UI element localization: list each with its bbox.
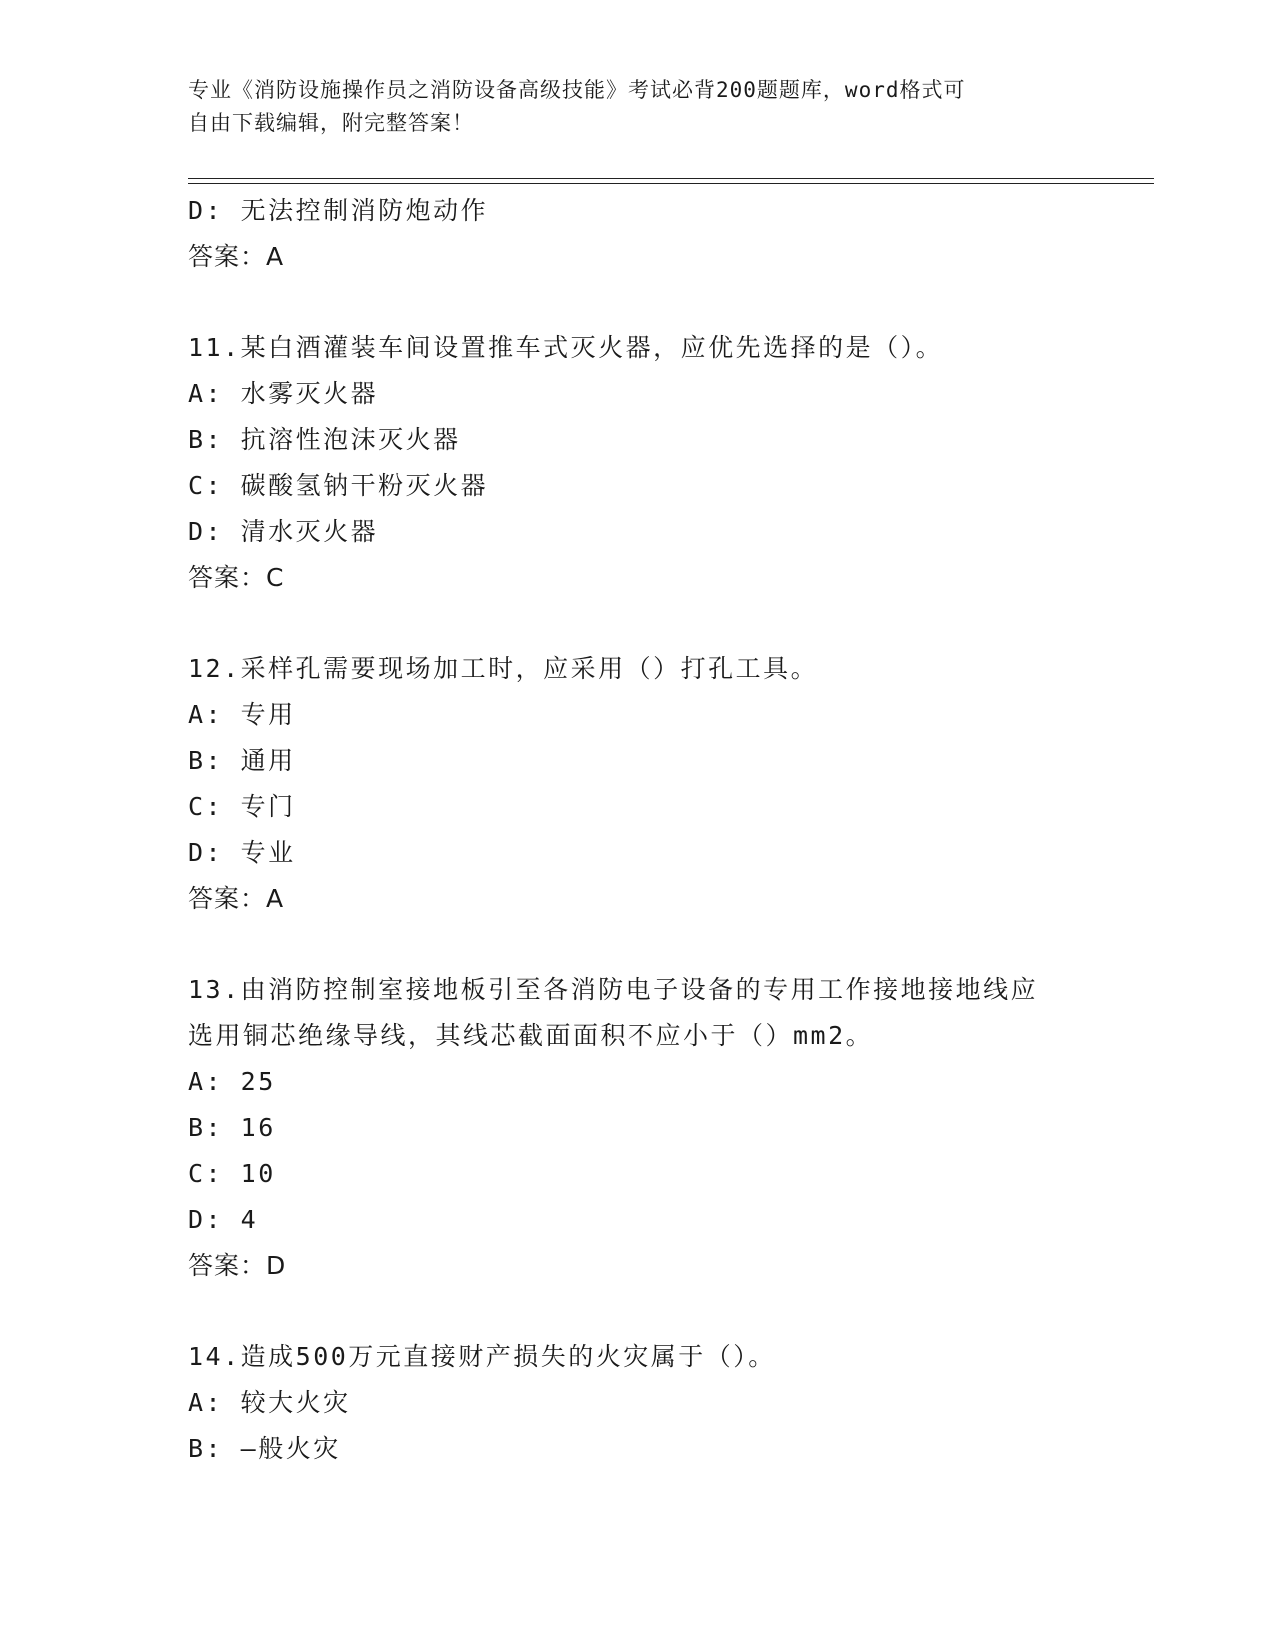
answer: 答案：C (188, 563, 285, 592)
option-a: A: 较大火灾 (188, 1388, 351, 1417)
question-stem-line-1: 13.由消防控制室接地板引至各消防电子设备的专用工作接地接地线应 (188, 975, 1039, 1004)
option-c: C: 碳酸氢钠干粉灭火器 (188, 471, 489, 500)
question-14 (188, 1334, 1088, 1472)
question-12 (188, 646, 1088, 922)
option-a: A: 专用 (188, 700, 296, 729)
option-b: B: 通用 (188, 746, 296, 775)
option-d: D: 清水灭火器 (188, 517, 379, 546)
question-stem: 11.某白酒灌装车间设置推车式灭火器，应优先选择的是（）。 (188, 333, 944, 362)
spacer (188, 601, 1088, 646)
spacer (188, 922, 1088, 967)
header-line-1: 专业《消防设施操作员之消防设备高级技能》考试必背200题题库，word格式可 (188, 78, 966, 102)
option-a: A: 水雾灭火器 (188, 379, 379, 408)
spacer (188, 280, 1088, 325)
carryover-answer: 答案：A (188, 242, 285, 271)
header-divider-top (188, 178, 1154, 179)
question-list (188, 188, 1088, 1472)
answer: 答案：D (188, 1251, 287, 1280)
question-stem: 12.采样孔需要现场加工时，应采用（）打孔工具。 (188, 654, 819, 683)
option-b: B: 抗溶性泡沫灭火器 (188, 425, 461, 454)
document-header (188, 74, 1068, 140)
option-d: D: 专业 (188, 838, 296, 867)
question-stem: 14.造成500万元直接财产损失的火灾属于（）。 (188, 1342, 776, 1371)
question-13 (188, 967, 1088, 1289)
option-b: B: 16 (188, 1113, 276, 1142)
spacer (188, 1289, 1088, 1334)
option-a: A: 25 (188, 1067, 276, 1096)
question-11 (188, 325, 1088, 601)
option-c: C: 10 (188, 1159, 276, 1188)
option-b: B: —般火灾 (188, 1434, 341, 1463)
question-stem-line-2: 选用铜芯绝缘导线，其线芯截面面积不应小于（）mm2。 (188, 1021, 874, 1050)
answer: 答案：A (188, 884, 285, 913)
carryover-option-d: D: 无法控制消防炮动作 (188, 196, 489, 225)
option-c: C: 专门 (188, 792, 296, 821)
header-divider-bottom (188, 183, 1154, 184)
option-d: D: 4 (188, 1205, 259, 1234)
header-line-2: 自由下载编辑，附完整答案！ (188, 111, 474, 135)
